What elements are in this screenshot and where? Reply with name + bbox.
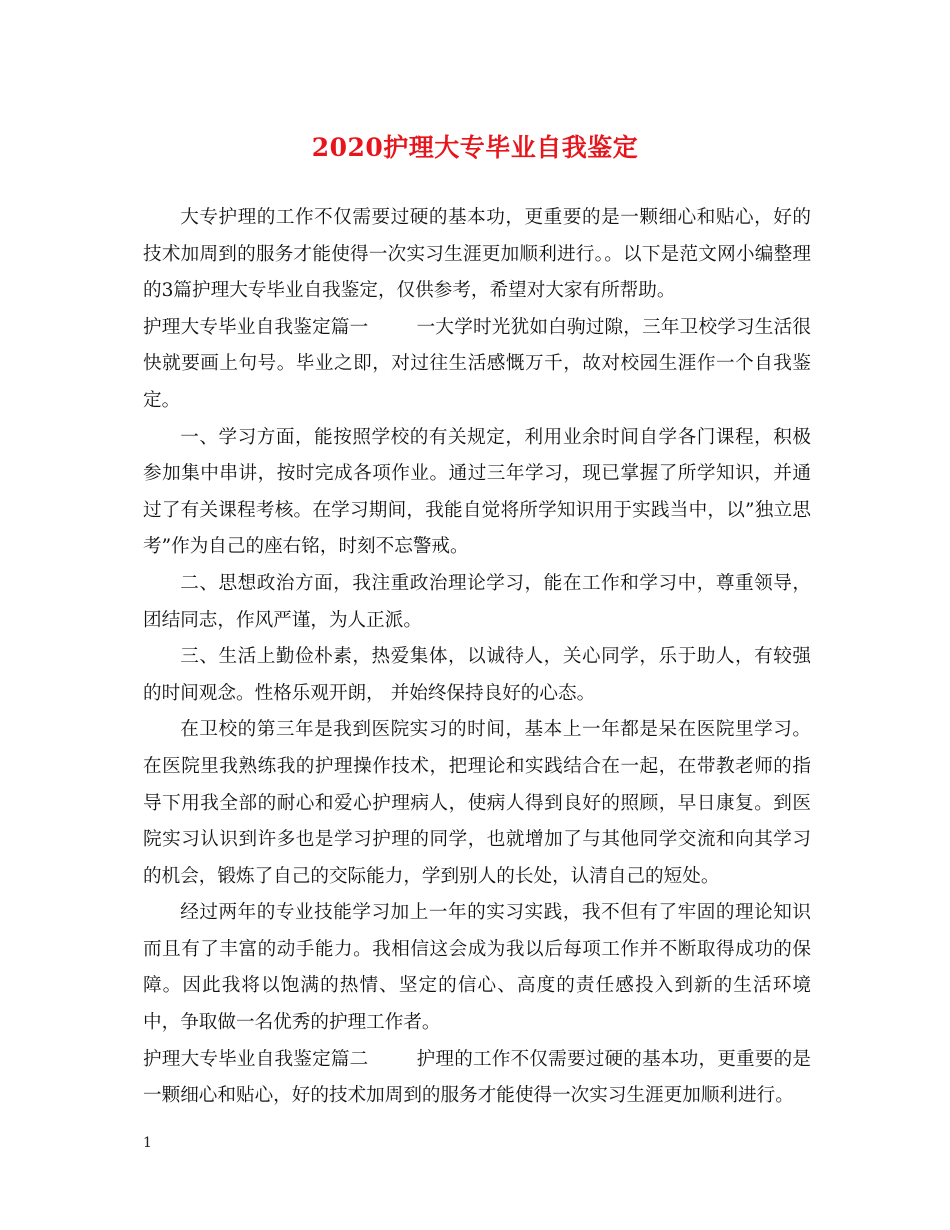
section-2-heading: 护理大专毕业自我鉴定篇二 [143, 1048, 369, 1070]
intro-paragraph: 大专护理的工作不仅需要过硬的基本功，更重要的是一颗细心和贴心，好的技术加周到的服务才能使得一次实习生涯更加顺利进行。。以下是范文网小编整理的3篇护理大专毕业自我鉴定，仅供参考，希望对大家有所帮助。 [143, 207, 811, 302]
document-body [143, 200, 811, 1115]
internship-paragraph: 在卫校的第三年是我到医院实习的时间，基本上一年都是呆在医院里学习。在医院里我熟练我的护理操作技术，把理论和实践结合在一起，在带教老师的指导下用我全部的耐心和爱心护理病人，使病人得到良好的照顾，早日康复。到医院实习认识到许多也是学习护理的同学，也就增加了与其他同学交流和向其学习的机会，锻炼了自己的交际能力，学到别人的长处，认清自己的短处。 [143, 719, 811, 887]
life-paragraph: 三、生活上勤俭朴素，热爱集体，以诚待人，关心同学，乐于助人，有较强的时间观念。性格乐观开朗， 并始终保持良好的心态。 [143, 646, 811, 704]
politics-paragraph: 二、思想政治方面，我注重政治理论学习，能在工作和学习中，尊重领导，团结同志，作风严谨，为人正派。 [143, 572, 811, 631]
section-1-heading: 护理大专毕业自我鉴定篇一 [143, 316, 369, 338]
document-title: 2020护理大专毕业自我鉴定 [311, 133, 639, 162]
study-paragraph: 一、学习方面，能按照学校的有关规定，利用业余时间自学各门课程，积极参加集中串讲，按时完成各项作业。通过三年学习，现已掌握了所学知识，并通过了有关课程考核。在学习期间，我能自觉将所学知识用于实践当中，以”独立思考”作为自己的座右铭，时刻不忘警戒。 [143, 426, 811, 558]
section-1-text: 一大学时光犹如白驹过隙，三年卫校学习生活很快就要画上句号。毕业之即，对过往生活感慨万千，故对校园生涯作一个自我鉴定。 [143, 316, 811, 411]
section-2-text: 护理的工作不仅需要过硬的基本功，更重要的是一颗细心和贴心，好的技术加周到的服务才能使得一次实习生涯更加顺利进行。 [143, 1048, 811, 1107]
page-number: 1 [143, 1135, 152, 1151]
section-2-paragraph [143, 1042, 811, 1115]
section-1-paragraph [143, 310, 811, 420]
summary-paragraph: 经过两年的专业技能学习加上一年的实习实践，我不但有了牢固的理论知识而且有了丰富的动手能力。我相信这会成为我以后每项工作并不断取得成功的保障。因此我将以饱满的热情、坚定的信心、高度的责任感投入到新的生活环境中，争取做一名优秀的护理工作者。 [143, 902, 811, 1034]
